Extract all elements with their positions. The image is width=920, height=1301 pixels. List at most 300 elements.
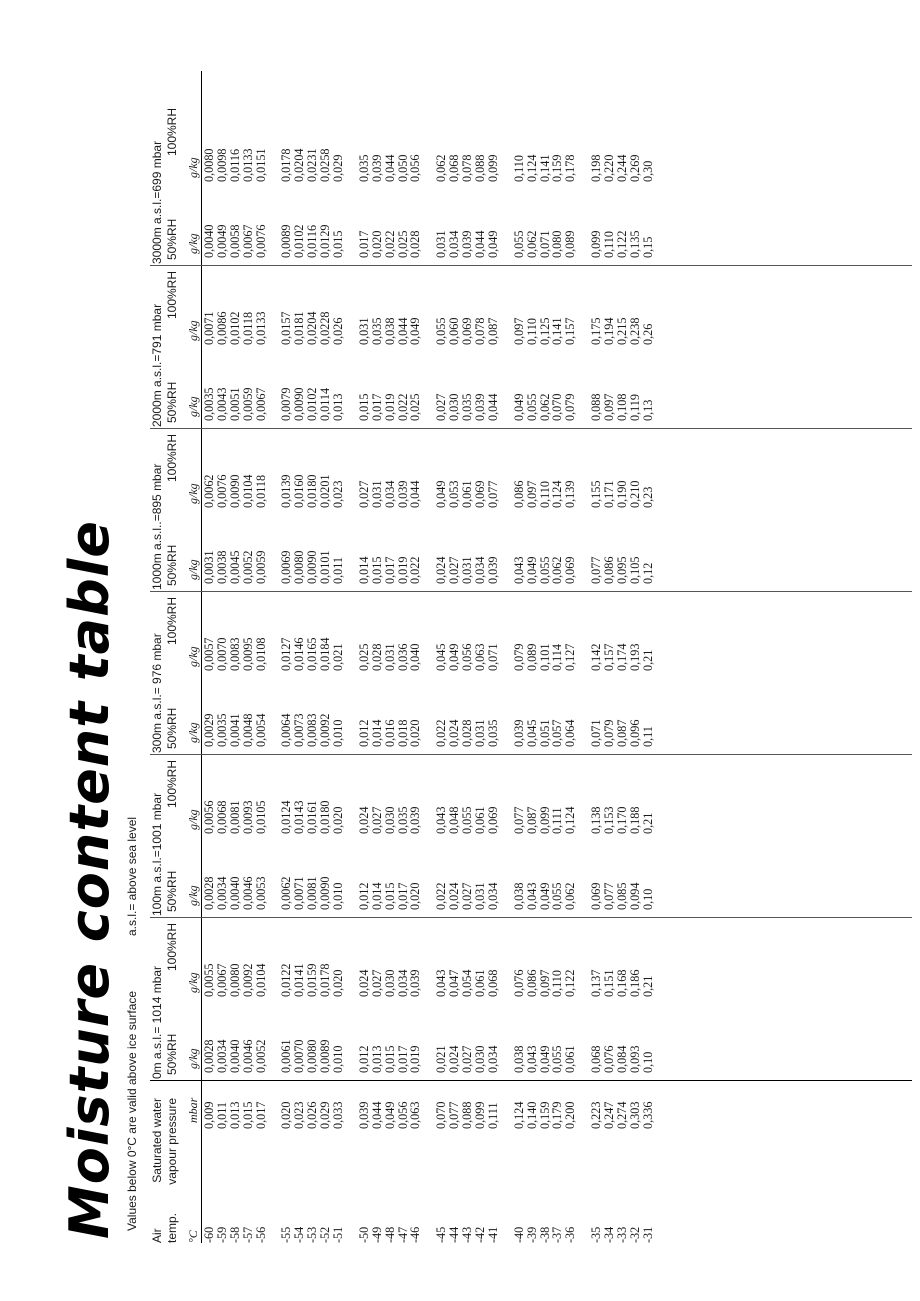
- moisture-cell: 0,035: [395, 806, 410, 834]
- moisture-cell: 0,044: [485, 393, 500, 421]
- moisture-cell: 0,244: [615, 154, 630, 182]
- row-block: [203, 713, 267, 747]
- moisture-cell: 0,034: [395, 969, 410, 997]
- moisture-cell: 0,238: [627, 317, 642, 345]
- row-block: [203, 311, 267, 345]
- group-divider: [150, 917, 912, 918]
- temp-cell: -33: [615, 1226, 630, 1243]
- row-block: [358, 963, 422, 997]
- moisture-cell: 0,10: [640, 888, 655, 910]
- row-block: [513, 474, 577, 508]
- moisture-cell: 0,077: [511, 806, 526, 834]
- moisture-cell: 0,031: [369, 480, 384, 508]
- temp-cell: -60: [202, 1226, 216, 1243]
- group-subheaders: [165, 104, 180, 264]
- moisture-cell: 0,0080: [227, 963, 242, 997]
- moisture-cell: 0,080: [550, 230, 565, 258]
- temp-cell: -36: [563, 1226, 578, 1243]
- moisture-cell: 0,220: [602, 154, 617, 182]
- moisture-cell: 0,031: [434, 230, 449, 258]
- moisture-cell: 0,0129: [318, 224, 333, 258]
- moisture-cell: 0,049: [524, 556, 539, 584]
- moisture-cell: 0,0080: [202, 148, 216, 182]
- moisture-cell: 0,101: [537, 643, 552, 671]
- moisture-cell: 0,089: [524, 643, 539, 671]
- moisture-cell: 0,071: [537, 230, 552, 258]
- moisture-cell: 0,017: [369, 393, 384, 421]
- row-block: [590, 876, 654, 910]
- moisture-cell: 0,099: [589, 230, 604, 258]
- moisture-cell: 0,022: [434, 882, 449, 910]
- moisture-cell: 0,055: [524, 393, 539, 421]
- group-header: [150, 593, 188, 753]
- group-subheaders: [165, 919, 180, 1079]
- moisture-cell: 0,0038: [214, 550, 229, 584]
- temp-cell: -56: [253, 1226, 268, 1243]
- moisture-cell: 0,061: [563, 1045, 578, 1073]
- moisture-cell: 0,049: [447, 643, 462, 671]
- row-block: [280, 148, 344, 182]
- moisture-cell: 0,0228: [318, 311, 333, 345]
- moisture-cell: 0,0083: [305, 713, 320, 747]
- pressure-cell: 0,274: [615, 1101, 630, 1129]
- row-block: [513, 311, 577, 345]
- pressure-cell: 0,179: [550, 1101, 565, 1129]
- moisture-cell: 0,010: [331, 1045, 346, 1073]
- moisture-cell: 0,0061: [279, 1039, 294, 1073]
- row-block: [280, 224, 344, 258]
- moisture-cell: 0,0053: [253, 876, 268, 910]
- row-block: [203, 800, 267, 834]
- moisture-cell: 0,039: [511, 719, 526, 747]
- temp-cell: -41: [485, 1226, 500, 1243]
- moisture-cell: 0,0070: [214, 637, 229, 671]
- moisture-cell: 0,0046: [240, 876, 255, 910]
- moisture-cell: 0,013: [331, 393, 346, 421]
- unit-moisture: g/kg: [186, 1048, 200, 1069]
- moisture-cell: 0,015: [382, 882, 397, 910]
- row-block: [358, 713, 422, 747]
- row-block: [358, 474, 422, 508]
- moisture-cell: 0,054: [460, 969, 475, 997]
- moisture-cell: 0,050: [395, 154, 410, 182]
- row-block: [590, 224, 654, 258]
- moisture-cell: 0,0231: [305, 148, 320, 182]
- moisture-cell: 0,034: [382, 480, 397, 508]
- group-header: [150, 267, 188, 427]
- moisture-cell: 0,105: [627, 556, 642, 584]
- temp-cell: -59: [214, 1226, 229, 1243]
- pressure-cell: 0,247: [602, 1101, 617, 1129]
- moisture-cell: 0,024: [447, 882, 462, 910]
- moisture-cell: 0,062: [550, 556, 565, 584]
- moisture-cell: 0,010: [331, 719, 346, 747]
- moisture-cell: 0,0028: [202, 876, 216, 910]
- moisture-cell: 0,175: [589, 317, 604, 345]
- moisture-cell: 0,30: [640, 160, 655, 182]
- row-block: [280, 1227, 344, 1243]
- moisture-cell: 0,157: [563, 317, 578, 345]
- moisture-cell: 0,0080: [305, 1039, 320, 1073]
- row-block: [513, 550, 577, 584]
- moisture-cell: 0,056: [408, 154, 423, 182]
- moisture-cell: 0,024: [447, 1045, 462, 1073]
- row-block: [513, 800, 577, 834]
- rh100-label: 100%RH: [165, 597, 179, 646]
- pressure-cell: 0,070: [434, 1101, 449, 1129]
- moisture-cell: 0,099: [485, 154, 500, 182]
- moisture-cell: 0,0076: [214, 474, 229, 508]
- moisture-cell: 0,060: [447, 317, 462, 345]
- pressure-cell: 0,015: [240, 1101, 255, 1129]
- row-block: [203, 148, 267, 182]
- moisture-cell: 0,024: [434, 556, 449, 584]
- moisture-cell: 0,015: [331, 230, 346, 258]
- moisture-cell: 0,021: [434, 1045, 449, 1073]
- pressure-cell: 0,013: [227, 1101, 242, 1129]
- pressure-cell: 0,020: [279, 1101, 294, 1129]
- moisture-cell: 0,017: [395, 1045, 410, 1073]
- moisture-cell: 0,015: [356, 393, 371, 421]
- moisture-cell: 0,031: [460, 556, 475, 584]
- moisture-cell: 0,0062: [202, 474, 216, 508]
- moisture-cell: 0,0090: [305, 550, 320, 584]
- pressure-cell: 0,077: [447, 1101, 462, 1129]
- moisture-cell: 0,027: [369, 806, 384, 834]
- moisture-cell: 0,21: [640, 649, 655, 671]
- moisture-cell: 0,0067: [240, 224, 255, 258]
- row-block: [590, 637, 654, 671]
- moisture-cell: 0,0127: [279, 637, 294, 671]
- temp-cell: -46: [408, 1226, 423, 1243]
- row-block: [203, 1039, 267, 1073]
- moisture-cell: 0,0122: [279, 963, 294, 997]
- moisture-cell: 0,031: [473, 719, 488, 747]
- moisture-cell: 0,039: [473, 393, 488, 421]
- moisture-cell: 0,124: [563, 806, 578, 834]
- row-block: [358, 1227, 422, 1243]
- moisture-cell: 0,061: [460, 480, 475, 508]
- column-rh100: [203, 474, 668, 508]
- rh100-label: 100%RH: [165, 434, 179, 483]
- unit-moisture: g/kg: [186, 646, 200, 667]
- moisture-cell: 0,034: [447, 230, 462, 258]
- row-block: [513, 637, 577, 671]
- row-block: [435, 963, 499, 997]
- moisture-cell: 0,0165: [305, 637, 320, 671]
- row-block: [358, 1102, 422, 1129]
- moisture-cell: 0,174: [615, 643, 630, 671]
- moisture-cell: 0,0057: [202, 637, 216, 671]
- moisture-cell: 0,014: [369, 719, 384, 747]
- moisture-cell: 0,079: [511, 643, 526, 671]
- moisture-cell: 0,0035: [214, 713, 229, 747]
- moisture-cell: 0,093: [627, 1045, 642, 1073]
- moisture-cell: 0,039: [408, 806, 423, 834]
- moisture-cell: 0,0258: [318, 148, 333, 182]
- moisture-cell: 0,048: [447, 806, 462, 834]
- row-block: [280, 1102, 344, 1129]
- moisture-cell: 0,027: [434, 393, 449, 421]
- group-title: 100m a.s.l.=1001 mbar: [150, 792, 164, 916]
- pressure-cell: 0,336: [640, 1101, 655, 1129]
- moisture-cell: 0,097: [537, 969, 552, 997]
- moisture-cell: 0,0104: [253, 963, 268, 997]
- moisture-cell: 0,0102: [305, 387, 320, 421]
- moisture-cell: 0,020: [408, 719, 423, 747]
- pressure-cell: 0,063: [408, 1101, 423, 1129]
- moisture-cell: 0,0201: [318, 474, 333, 508]
- moisture-cell: 0,027: [369, 969, 384, 997]
- moisture-cell: 0,0116: [305, 224, 320, 258]
- moisture-cell: 0,110: [550, 970, 565, 997]
- moisture-cell: 0,014: [369, 882, 384, 910]
- moisture-cell: 0,0089: [318, 1039, 333, 1073]
- row-block: [358, 800, 422, 834]
- row-block: [513, 387, 577, 421]
- moisture-cell: 0,039: [408, 969, 423, 997]
- moisture-cell: 0,061: [473, 806, 488, 834]
- moisture-cell: 0,21: [640, 975, 655, 997]
- group-header: [150, 919, 188, 1079]
- moisture-cell: 0,055: [460, 806, 475, 834]
- moisture-cell: 0,188: [627, 806, 642, 834]
- group-subheaders: [165, 430, 180, 590]
- moisture-cell: 0,153: [602, 806, 617, 834]
- moisture-cell: 0,193: [627, 643, 642, 671]
- moisture-cell: 0,076: [602, 1045, 617, 1073]
- moisture-cell: 0,029: [331, 154, 346, 182]
- moisture-cell: 0,087: [524, 806, 539, 834]
- row-block: [358, 876, 422, 910]
- row-block: [358, 387, 422, 421]
- row-block: [435, 876, 499, 910]
- moisture-cell: 0,157: [602, 643, 617, 671]
- moisture-cell: 0,049: [511, 393, 526, 421]
- row-block: [203, 387, 267, 421]
- moisture-cell: 0,0133: [253, 311, 268, 345]
- moisture-cell: 0,043: [524, 882, 539, 910]
- moisture-cell: 0,0093: [240, 800, 255, 834]
- moisture-cell: 0,0114: [318, 387, 333, 421]
- moisture-cell: 0,0034: [214, 876, 229, 910]
- rh50-label: 50%RH: [165, 218, 179, 260]
- moisture-cell: 0,061: [473, 969, 488, 997]
- moisture-cell: 0,142: [589, 643, 604, 671]
- moisture-cell: 0,110: [602, 231, 617, 258]
- pressure-cell: 0,033: [331, 1101, 346, 1129]
- row-block: [435, 311, 499, 345]
- moisture-cell: 0,0160: [292, 474, 307, 508]
- column-rh100: [203, 637, 668, 671]
- moisture-cell: 0,068: [485, 969, 500, 997]
- moisture-cell: 0,0040: [227, 1039, 242, 1073]
- moisture-cell: 0,0080: [292, 550, 307, 584]
- moisture-cell: 0,0070: [292, 1039, 307, 1073]
- row-block: [280, 637, 344, 671]
- row-block: [435, 1102, 499, 1129]
- moisture-cell: 0,215: [615, 317, 630, 345]
- moisture-cell: 0,0146: [292, 637, 307, 671]
- moisture-cell: 0,012: [356, 1045, 371, 1073]
- moisture-cell: 0,079: [602, 719, 617, 747]
- unit-moisture: g/kg: [186, 157, 200, 178]
- row-block: [590, 713, 654, 747]
- moisture-cell: 0,024: [356, 806, 371, 834]
- moisture-cell: 0,044: [408, 480, 423, 508]
- moisture-cell: 0,0118: [240, 311, 255, 345]
- column-rh100: [203, 148, 668, 182]
- moisture-cell: 0,039: [460, 230, 475, 258]
- pressure-cell: 0,124: [511, 1101, 526, 1129]
- temp-cell: -53: [305, 1226, 320, 1243]
- moisture-cell: 0,097: [511, 317, 526, 345]
- moisture-cell: 0,198: [589, 154, 604, 182]
- row-block: [280, 474, 344, 508]
- moisture-cell: 0,025: [356, 643, 371, 671]
- moisture-cell: 0,095: [615, 556, 630, 584]
- moisture-cell: 0,077: [602, 882, 617, 910]
- row-block: [358, 224, 422, 258]
- moisture-cell: 0,10: [640, 1051, 655, 1073]
- row-block: [435, 1039, 499, 1073]
- temp-cell: -51: [331, 1226, 346, 1243]
- temp-cell: -49: [369, 1226, 384, 1243]
- row-block: [435, 474, 499, 508]
- moisture-cell: 0,122: [563, 969, 578, 997]
- pressure-cell: 0,140: [524, 1101, 539, 1129]
- moisture-cell: 0,137: [589, 969, 604, 997]
- moisture-cell: 0,21: [640, 812, 655, 834]
- moisture-cell: 0,110: [537, 481, 552, 508]
- moisture-cell: 0,045: [434, 643, 449, 671]
- header-saturated-pressure: [150, 1098, 188, 1198]
- moisture-cell: 0,023: [331, 480, 346, 508]
- row-block: [203, 1102, 267, 1129]
- moisture-cell: 0,0151: [253, 148, 268, 182]
- moisture-cell: 0,018: [395, 719, 410, 747]
- moisture-cell: 0,019: [382, 393, 397, 421]
- row-block: [513, 1227, 577, 1243]
- moisture-cell: 0,069: [589, 882, 604, 910]
- temp-cell: -44: [447, 1226, 462, 1243]
- moisture-cell: 0,036: [395, 643, 410, 671]
- moisture-cell: 0,0157: [279, 311, 294, 345]
- moisture-cell: 0,0055: [202, 963, 216, 997]
- row-block: [280, 550, 344, 584]
- moisture-cell: 0,087: [485, 317, 500, 345]
- moisture-cell: 0,020: [408, 882, 423, 910]
- row-block: [590, 1102, 654, 1129]
- moisture-cell: 0,125: [537, 317, 552, 345]
- moisture-cell: 0,0092: [240, 963, 255, 997]
- moisture-cell: 0,0108: [253, 637, 268, 671]
- moisture-cell: 0,030: [382, 806, 397, 834]
- pressure-cell: 0,023: [292, 1101, 307, 1129]
- moisture-cell: 0,0040: [227, 876, 242, 910]
- moisture-cell: 0,0159: [305, 963, 320, 997]
- moisture-cell: 0,0181: [292, 311, 307, 345]
- moisture-cell: 0,0035: [202, 387, 216, 421]
- temp-cell: -37: [550, 1226, 565, 1243]
- moisture-cell: 0,040: [408, 643, 423, 671]
- moisture-cell: 0,0098: [214, 148, 229, 182]
- moisture-cell: 0,056: [460, 643, 475, 671]
- moisture-cell: 0,053: [447, 480, 462, 508]
- moisture-cell: 0,0048: [240, 713, 255, 747]
- moisture-cell: 0,063: [473, 643, 488, 671]
- moisture-cell: 0,186: [627, 969, 642, 997]
- moisture-cell: 0,0178: [318, 963, 333, 997]
- row-block: [358, 550, 422, 584]
- moisture-cell: 0,15: [640, 236, 655, 258]
- row-block: [203, 224, 267, 258]
- moisture-cell: 0,049: [434, 480, 449, 508]
- unit-moisture: g/kg: [186, 559, 200, 580]
- moisture-cell: 0,030: [473, 1045, 488, 1073]
- row-block: [590, 474, 654, 508]
- moisture-cell: 0,194: [602, 317, 617, 345]
- moisture-cell: 0,055: [550, 1045, 565, 1073]
- moisture-cell: 0,0062: [279, 876, 294, 910]
- temp-cell: -39: [524, 1226, 539, 1243]
- pressure-cell: 0,017: [253, 1101, 268, 1129]
- moisture-cell: 0,097: [602, 393, 617, 421]
- unit-moisture: g/kg: [186, 320, 200, 341]
- row-block: [435, 637, 499, 671]
- row-block: [280, 800, 344, 834]
- main-divider: [150, 1080, 912, 1081]
- row-block: [590, 1227, 654, 1243]
- moisture-cell: 0,049: [537, 882, 552, 910]
- moisture-cell: 0,049: [537, 1045, 552, 1073]
- moisture-cell: 0,012: [356, 882, 371, 910]
- temp-cell: -40: [511, 1226, 526, 1243]
- moisture-cell: 0,0079: [279, 387, 294, 421]
- moisture-cell: 0,055: [537, 556, 552, 584]
- moisture-cell: 0,139: [563, 480, 578, 508]
- moisture-cell: 0,0118: [253, 474, 268, 508]
- group-title: 300m a.s.l.= 976 mbar: [150, 633, 164, 753]
- pressure-cell: 0,111: [485, 1102, 500, 1129]
- moisture-cell: 0,0073: [292, 713, 307, 747]
- row-block: [513, 1102, 577, 1129]
- moisture-cell: 0,0143: [292, 800, 307, 834]
- moisture-cell: 0,035: [485, 719, 500, 747]
- header-air-line2: temp.: [165, 1212, 179, 1243]
- moisture-cell: 0,071: [485, 643, 500, 671]
- pressure-cell: 0,039: [356, 1101, 371, 1129]
- moisture-cell: 0,011: [331, 557, 346, 584]
- moisture-cell: 0,017: [356, 230, 371, 258]
- row-block: [280, 387, 344, 421]
- group-title: 3000m a.s.l.=699 mbar: [150, 140, 164, 264]
- row-block: [358, 1039, 422, 1073]
- moisture-cell: 0,086: [524, 969, 539, 997]
- unit-moisture: g/kg: [186, 972, 200, 993]
- moisture-cell: 0,0064: [279, 713, 294, 747]
- moisture-cell: 0,038: [382, 317, 397, 345]
- moisture-cell: 0,0086: [214, 311, 229, 345]
- moisture-cell: 0,0081: [305, 876, 320, 910]
- moisture-cell: 0,044: [382, 154, 397, 182]
- moisture-cell: 0,0067: [214, 963, 229, 997]
- rh50-label: 50%RH: [165, 544, 179, 586]
- moisture-cell: 0,0180: [305, 474, 320, 508]
- moisture-cell: 0,034: [473, 556, 488, 584]
- moisture-cell: 0,086: [602, 556, 617, 584]
- moisture-cell: 0,0124: [279, 800, 294, 834]
